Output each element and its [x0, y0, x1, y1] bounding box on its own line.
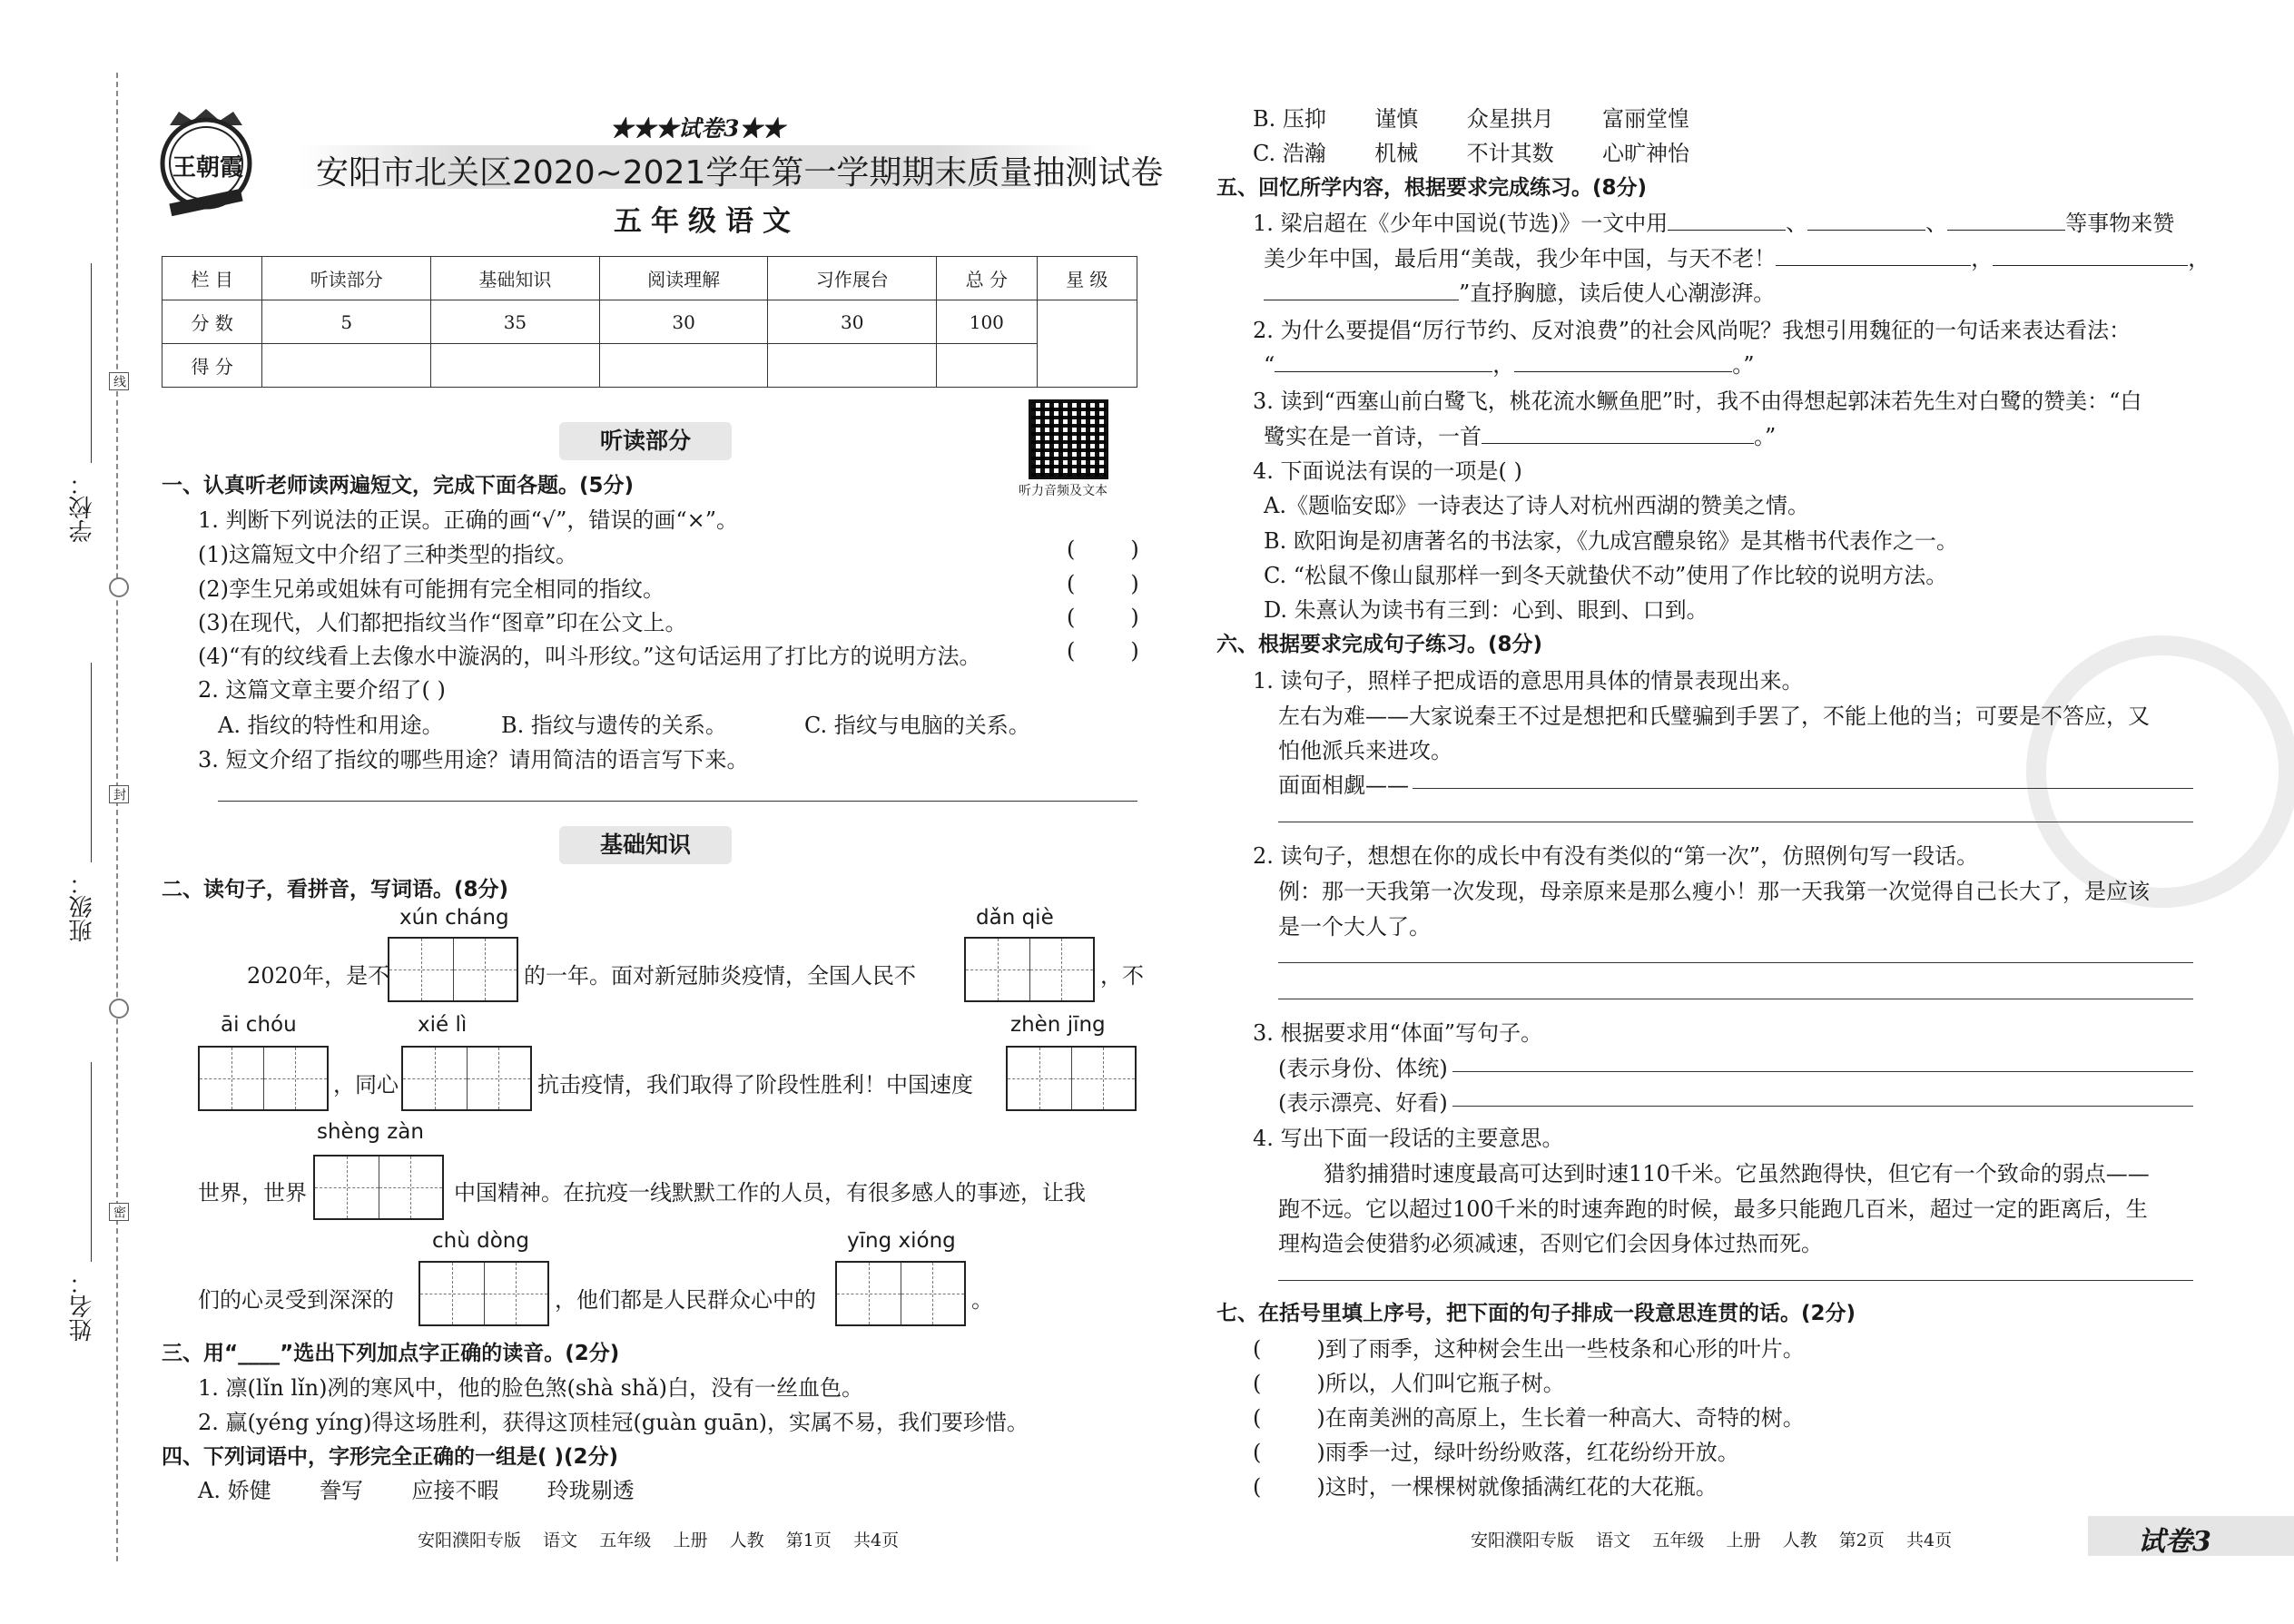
table-cell[interactable] — [937, 344, 1037, 388]
answer-blank[interactable] — [1668, 208, 1786, 231]
table-cell[interactable] — [431, 344, 600, 388]
q5-3-answer — [1264, 418, 1776, 450]
answer-blank[interactable] — [1807, 208, 1925, 231]
q6-2-example: 是一个大人了。 — [1278, 914, 1431, 940]
q2-text: 世界，世界 — [198, 1180, 307, 1206]
listening-section-header: 听读部分 — [559, 422, 732, 460]
table-row — [162, 300, 1137, 344]
q7-item: ( )所以，人们叫它瓶子树。 — [1253, 1371, 1565, 1396]
qr-caption: 听力音频及文本 — [1019, 484, 1108, 498]
pinyin-label: zhèn jīng — [1010, 1013, 1106, 1037]
q5-1-end — [1264, 275, 1775, 307]
q5-2: 2. 为什么要提倡“厉行节约、反对浪费”的社会风尚呢？我想引用魏征的一句话来表达看法： — [1253, 318, 2132, 343]
table-cell: 星 级 — [1037, 257, 1137, 300]
binding-mark-mi: 密 — [109, 1203, 129, 1221]
paper-title: 安阳市北关区2020~2021学年第一学期期末质量抽测试卷 — [316, 154, 1164, 192]
answer-paren[interactable]: ( ) — [1067, 605, 1139, 630]
table-cell: 听读部分 — [262, 257, 431, 300]
q5-4-option: A.《题临安邸》一诗表达了诗人对杭州西湖的赞美之情。 — [1264, 493, 1809, 518]
q7-item: ( )这时，一棵棵树就像插满红花的大花瓶。 — [1253, 1474, 1718, 1500]
basic-section-header: 基础知识 — [559, 826, 732, 864]
q1-1-item: (3)在现代，人们都把指纹当作“图章”印在公文上。 — [198, 610, 687, 635]
q5-4-option: D. 朱熹认为读书有三到：心到、眼到、口到。 — [1264, 597, 1708, 623]
pinyin-label: dǎn qiè — [976, 906, 1054, 930]
writing-grid[interactable] — [964, 937, 1095, 1002]
corner-label: 试卷3 — [2138, 1526, 2211, 1558]
q5-3-text: 鹭实在是一首诗，一首 — [1264, 424, 1482, 449]
table-cell: 阅读理解 — [599, 257, 768, 300]
q5-1-text: ”直抒胸臆，读后使人心潮澎湃。 — [1459, 281, 1776, 306]
q5-3: 3. 读到“西塞山前白鹭飞，桃花流水鳜鱼肥”时，我不由得想起郭沫若先生对白鹭的赞美：“白 — [1253, 389, 2142, 414]
answer-blank[interactable] — [1275, 349, 1492, 372]
answer-blank[interactable] — [1993, 243, 2188, 266]
q5-4-option: B. 欧阳询是初唐著名的书法家，《九成宫醴泉铭》是其楷书代表作之一。 — [1264, 528, 1958, 554]
q4-option-a: A. 娇健 誊写 应接不暇 玲珑剔透 — [198, 1478, 635, 1503]
answer-line[interactable] — [1452, 1106, 2193, 1107]
q6-2: 2. 读句子，想想在你的成长中有没有类似的“第一次”，仿照例句写一段话。 — [1253, 843, 1979, 869]
table-cell: 得 分 — [162, 344, 262, 388]
q2-text: ，他们都是人民群众心中的 — [555, 1287, 816, 1313]
paper-subtitle: 五年级语文 — [614, 205, 800, 238]
pinyin-label: āi chóu — [221, 1013, 297, 1037]
writing-grid[interactable] — [313, 1155, 444, 1220]
table-cell: 栏 目 — [162, 257, 262, 300]
qr-code[interactable] — [1029, 399, 1108, 479]
pinyin-label: xié lì — [418, 1013, 468, 1037]
binding-mark-xian: 线 — [109, 372, 129, 390]
q5-4-option: C. “松鼠不像山鼠那样一到冬天就蛰伏不动”使用了作比较的说明方法。 — [1264, 563, 1948, 588]
answer-blank[interactable] — [1264, 278, 1459, 300]
q2-text: 。 — [971, 1287, 993, 1313]
q5-1-text: 等事物来赞 — [2065, 211, 2175, 236]
table-row — [162, 344, 1137, 388]
q6-1-question: 面面相觑—— — [1278, 773, 1409, 798]
table-cell: 30 — [768, 300, 937, 344]
class-line — [91, 663, 92, 862]
table-cell: 基础知识 — [431, 257, 600, 300]
q6-3: 3. 根据要求用“体面”写句子。 — [1253, 1020, 1543, 1046]
writing-grid[interactable] — [1006, 1046, 1137, 1111]
q2-text: 们的心灵受到深深的 — [198, 1287, 394, 1313]
table-cell[interactable] — [1037, 300, 1137, 388]
q2-text: 抗击疫情，我们取得了阶段性胜利！中国速度 — [537, 1072, 973, 1097]
brand-logo — [156, 107, 256, 216]
q5-4: 4. 下面说法有误的一项是( ) — [1253, 458, 1522, 484]
pinyin-label: chù dòng — [432, 1229, 529, 1253]
q6-4-passage: 跑不远。它以超过100千米的时速奔跑的时候，最多只能跑几百米，超过一定的距离后，生 — [1278, 1196, 2148, 1222]
q3-2: 2. 赢(yéng yíng)得这场胜利，获得这顶桂冠(guàn guān)，实属不易，我们要珍惜。 — [198, 1410, 1029, 1435]
quote-mark: 。” — [1732, 352, 1755, 378]
q5-1-cont: 美少年中国，最后用“美哉，我少年中国，与天不老！ ， ， — [1264, 241, 2210, 272]
q1-1-item: (2)孪生兄弟或姐妹有可能拥有完全相同的指纹。 — [198, 576, 665, 602]
binding-mark-feng: 封 — [109, 785, 129, 803]
answer-paren[interactable]: ( ) — [1067, 571, 1139, 596]
writing-grid[interactable] — [835, 1261, 966, 1326]
table-cell: 习作展台 — [768, 257, 937, 300]
divider-line — [218, 801, 1137, 802]
q5-2-answer: “ ， 。” — [1264, 347, 1755, 379]
score-table — [162, 256, 1137, 388]
q6-3-b: (表示漂亮、好看) — [1278, 1090, 1448, 1116]
pinyin-label: xún cháng — [399, 906, 509, 930]
q6-1-example: 怕他派兵来进攻。 — [1278, 738, 1452, 763]
answer-paren[interactable]: ( ) — [1067, 638, 1139, 664]
q7-item: ( )到了雨季，这种树会生出一些枝条和心形的叶片。 — [1253, 1336, 1805, 1362]
answer-line[interactable] — [1413, 788, 2193, 789]
school-label: 学校： — [69, 472, 96, 543]
writing-grid[interactable] — [388, 937, 518, 1002]
q7-item: ( )在南美洲的高原上，生长着一种高大、奇特的树。 — [1253, 1405, 1805, 1431]
answer-blank[interactable] — [1776, 243, 1971, 266]
table-cell: 35 — [431, 300, 600, 344]
pinyin-label: shèng zàn — [317, 1120, 424, 1144]
q1-2-option-a: A. 指纹的特性和用途。 — [218, 713, 444, 738]
table-cell: 30 — [599, 300, 768, 344]
q4-option-b: B. 压抑 谨慎 众星拱月 富丽堂惶 — [1253, 106, 1690, 132]
q5-1-text: 美少年中国，最后用“美哉，我少年中国，与天不老！ — [1264, 246, 1777, 271]
q5-1-text: 1. 梁启超在《少年中国说(节选)》一文中用 — [1253, 211, 1669, 236]
table-cell[interactable] — [262, 344, 431, 388]
table-cell: 分 数 — [162, 300, 262, 344]
table-cell: 5 — [262, 300, 431, 344]
class-label: 班级： — [69, 871, 96, 942]
q1-2-option-c: C. 指纹与电脑的关系。 — [804, 713, 1030, 738]
q2-text: 2020年，是不 — [247, 963, 390, 989]
writing-grid[interactable] — [418, 1261, 549, 1326]
q7-item: ( )雨季一过，绿叶纷纷败落，红花纷纷开放。 — [1253, 1440, 1739, 1465]
answer-blank[interactable] — [1482, 421, 1754, 444]
answer-paren[interactable]: ( ) — [1067, 536, 1139, 562]
q2-text: 中国精神。在抗疫一线默默工作的人员，有很多感人的事迹，让我 — [454, 1180, 1086, 1206]
q2-text: ，不 — [1100, 963, 1144, 989]
name-line — [91, 1062, 92, 1262]
q6-3-a: (表示身份、体统) — [1278, 1056, 1448, 1081]
right-footer: 安阳濮阳专版 语文 五年级 上册 人教 第2页 共4页 — [1471, 1530, 1953, 1550]
q1-title: 一、认真听老师读两遍短文，完成下面各题。(5分) — [162, 474, 635, 497]
name-label: 姓名： — [69, 1271, 96, 1342]
paper-stars-title: ★★★试卷3★★ — [610, 115, 785, 142]
quote-mark: “ — [1264, 352, 1275, 378]
q6-1: 1. 读句子，照样子把成语的意思用具体的情景表现出来。 — [1253, 668, 1804, 694]
table-cell: 100 — [937, 300, 1037, 344]
left-footer: 安阳濮阳专版 语文 五年级 上册 人教 第1页 共4页 — [418, 1530, 900, 1550]
binding-circle — [109, 577, 129, 597]
q6-4: 4. 写出下面一段话的主要意思。 — [1253, 1126, 1564, 1151]
school-line — [91, 263, 92, 463]
writing-grid[interactable] — [401, 1046, 532, 1111]
q6-4-passage: 理构造会使猎豹必须减速，否则它们会因身体过热而死。 — [1278, 1231, 1823, 1256]
answer-line[interactable] — [1278, 962, 2193, 963]
q5-title: 五、回忆所学内容，根据要求完成练习。(8分) — [1216, 176, 1648, 200]
q6-1-example: 左右为难——大家说秦王不过是想把和氏璧骗到手罢了，不能上他的当；可要是不答应，又 — [1278, 704, 2150, 729]
answer-blank[interactable] — [1514, 349, 1732, 372]
q3-1: 1. 凛(lǐn lǐn)冽的寒风中，他的脸色煞(shà shǎ)白，没有一丝血色。 — [198, 1375, 864, 1401]
q6-4-passage: 猎豹捕猎时速度最高可达到时速110千米。它虽然跑得快，但它有一个致命的弱点—— — [1324, 1161, 2150, 1186]
logo-text: 王朝霞 — [172, 154, 244, 182]
watermark-seal — [2026, 635, 2294, 908]
table-cell[interactable] — [599, 344, 768, 388]
q6-title: 六、根据要求完成句子练习。(8分) — [1216, 633, 1543, 656]
q1-2-option-b: B. 指纹与遗传的关系。 — [501, 713, 727, 738]
q1-2: 2. 这篇文章主要介绍了( ) — [198, 677, 446, 703]
writing-grid[interactable] — [198, 1046, 329, 1111]
answer-line[interactable] — [1278, 1280, 2193, 1281]
table-row — [162, 257, 1137, 300]
answer-line[interactable] — [1452, 1071, 2193, 1072]
pinyin-label: yīng xióng — [847, 1229, 956, 1253]
q1-1-item: (1)这篇短文中介绍了三种类型的指纹。 — [198, 542, 577, 567]
quote-mark: 。” — [1754, 424, 1777, 449]
q6-2-example: 例：那一天我第一次发现，母亲原来是那么瘦小！那一天我第一次觉得自己长大了，是应该 — [1278, 879, 2150, 904]
answer-blank[interactable] — [1947, 208, 2065, 231]
q2-text: ，同心 — [333, 1072, 399, 1097]
binding-circle — [109, 999, 129, 1019]
q2-title: 二、读句子，看拼音，写词语。(8分) — [162, 878, 509, 901]
q3-title: 三、用“____”选出下列加点字正确的读音。(2分) — [162, 1342, 620, 1365]
q4-title: 四、下列词语中，字形完全正确的一组是( )(2分) — [162, 1445, 619, 1469]
q2-text: 的一年。面对新冠肺炎疫情，全国人民不 — [524, 963, 916, 989]
q7-title: 七、在括号里填上序号，把下面的句子排成一段意思连贯的话。(2分) — [1216, 1302, 1856, 1325]
q4-option-c: C. 浩瀚 机械 不计其数 心旷神怡 — [1253, 141, 1689, 166]
table-cell[interactable] — [768, 344, 937, 388]
q5-1: 1. 梁启超在《少年中国说(节选)》一文中用 、 、 等事物来赞 — [1253, 205, 2174, 237]
q1-1: 1. 判断下列说法的正误。正确的画“√”，错误的画“×”。 — [198, 507, 739, 533]
q1-1-item: (4)“有的纹线看上去像水中漩涡的，叫斗形纹。”这句话运用了打比方的说明方法。 — [198, 644, 981, 669]
q1-3: 3. 短文介绍了指纹的哪些用途？请用简洁的语言写下来。 — [198, 747, 749, 773]
binding-dashed-line — [116, 73, 118, 1561]
table-cell: 总 分 — [937, 257, 1037, 300]
